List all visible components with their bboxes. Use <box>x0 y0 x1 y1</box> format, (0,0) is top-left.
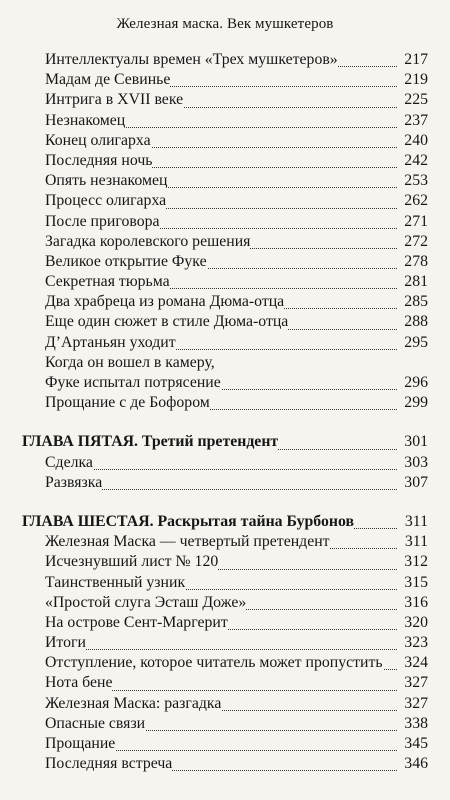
chapter-title: ГЛАВА ШЕСТАЯ. Раскрытая тайна Бурбонов <box>22 512 354 530</box>
toc-entry <box>0 473 450 493</box>
toc-entry-page: 272 <box>403 232 428 252</box>
chapter-page: 301 <box>403 432 428 452</box>
toc-entry <box>0 191 450 211</box>
toc-entry <box>0 292 450 312</box>
toc-entry-page: 303 <box>403 453 428 473</box>
toc-entry-page: 345 <box>403 734 428 754</box>
toc-entry-title: Железная Маска — четвертый претендент <box>45 533 330 551</box>
toc-entry-page: 323 <box>403 633 428 653</box>
toc-entry <box>0 131 450 151</box>
toc-entry-title: Итоги <box>45 634 86 652</box>
toc-entry <box>0 552 450 572</box>
toc-entry-continued <box>0 353 450 373</box>
toc-entry-page: 346 <box>403 754 428 774</box>
toc-entry-page: 271 <box>403 212 428 232</box>
toc-entry-title: Фуке испытал потрясение <box>45 374 221 391</box>
toc-entry-title: Еще один сюжет в стиле Дюма-отца <box>45 313 289 331</box>
toc-entry <box>0 453 450 473</box>
toc-entry-page: 240 <box>403 131 428 151</box>
toc-entry-title: Великое открытие Фуке <box>45 252 207 270</box>
toc-entry-page: 288 <box>403 312 428 332</box>
toc-entry <box>0 373 450 393</box>
toc-entry <box>0 393 450 413</box>
chapter-title: ГЛАВА ПЯТАЯ. Третий претендент <box>22 433 279 451</box>
toc-entry-title: Конец олигарха <box>45 131 151 149</box>
toc-entry <box>0 754 450 774</box>
running-header: Железная маска. Век мушкетеров <box>116 16 334 32</box>
toc-entry <box>0 232 450 252</box>
toc-entry-title: После приговора <box>45 212 160 230</box>
toc-entry <box>0 252 450 272</box>
toc-entry-title: Интеллектуалы времен «Трех мушкетеров» <box>45 51 338 68</box>
toc-entry-title: Мадам де Севинье <box>45 71 171 89</box>
toc-entry-page: 315 <box>403 573 428 593</box>
toc-entry-page: 307 <box>403 473 428 493</box>
toc-entry-title: Процесс олигарха <box>45 192 167 210</box>
toc-entry <box>0 573 450 593</box>
toc-entry-title: Интрига в XVII веке <box>45 91 184 109</box>
chapter-heading <box>0 512 450 532</box>
toc-entry-page: 281 <box>403 272 428 292</box>
toc-entry <box>0 633 450 653</box>
toc-entry-title: Загадка королевского решения <box>45 232 251 250</box>
toc-entry-page: 296 <box>403 373 428 393</box>
toc-entry <box>0 90 450 110</box>
toc-entry <box>0 70 450 90</box>
toc-entry-page: 327 <box>403 694 428 714</box>
toc-entry <box>0 694 450 714</box>
toc-entry-page: 312 <box>403 552 428 572</box>
toc-entry-page: 324 <box>403 653 428 673</box>
toc-entry-page: 262 <box>403 191 428 211</box>
toc-entry-page: 338 <box>403 714 428 734</box>
toc-entry-title: Опасные связи <box>45 714 146 732</box>
toc-entry <box>0 734 450 754</box>
toc-entry-page: 320 <box>403 613 428 633</box>
section-gap <box>0 413 450 432</box>
toc-entry <box>0 212 450 232</box>
toc-entry-title: Прощание <box>45 735 116 752</box>
toc-entry-page: 316 <box>403 593 428 613</box>
dot-leader <box>46 469 397 470</box>
toc-entry-page: 278 <box>403 252 428 272</box>
toc-entry <box>0 673 450 693</box>
toc-entry <box>0 653 450 673</box>
toc-entry-title: Опять незнакомец <box>45 172 168 190</box>
toc-entry-page: 237 <box>403 111 428 131</box>
toc-entry-title: Последняя встреча <box>45 755 173 773</box>
toc-entry-title: На острове Сент-Маргерит <box>45 613 228 631</box>
toc-entry-page: 311 <box>404 532 428 552</box>
chapter-page: 311 <box>404 512 428 532</box>
toc-entry-page: 295 <box>403 333 428 353</box>
toc-entry <box>0 50 450 70</box>
toc-entry-title: Незнакомец <box>45 111 126 129</box>
toc-entry-page: 253 <box>403 171 428 191</box>
toc-entry-title: Сделка <box>45 453 93 471</box>
toc-entry-page: 327 <box>403 673 428 693</box>
toc-entry <box>0 111 450 131</box>
toc-entry-page: 219 <box>403 70 428 90</box>
dot-leader <box>46 649 397 650</box>
toc-entry-title: Прощание с де Бофором <box>45 394 210 412</box>
toc-entry-title: Таинственный узник <box>45 573 186 591</box>
toc-entry <box>0 613 450 633</box>
toc-entry <box>0 593 450 613</box>
toc-entry <box>0 171 450 191</box>
toc-entry <box>0 532 450 552</box>
toc-entry-title: Д’Артаньян уходит <box>45 333 176 351</box>
toc-entry-title: Нота бене <box>45 674 113 692</box>
toc-entry <box>0 151 450 171</box>
toc-entry <box>0 272 450 292</box>
chapter-heading <box>0 432 450 452</box>
toc-entry-title: Развязка <box>45 473 103 491</box>
toc-entry-page: 217 <box>403 50 428 70</box>
toc-entry-page: 285 <box>403 292 428 312</box>
toc-entry-title: Отступление, которое читатель может пропустить <box>45 654 383 672</box>
toc-entry-title: Исчезнувший лист № 120 <box>45 553 219 571</box>
table-of-contents <box>0 50 450 774</box>
toc-entry <box>0 312 450 332</box>
toc-entry-page: 299 <box>403 393 428 413</box>
section-gap <box>0 493 450 512</box>
toc-entry-title: Последняя ночь <box>45 151 153 169</box>
toc-entry-title: «Простой слуга Эсташ Доже» <box>45 593 247 611</box>
toc-entry <box>0 714 450 734</box>
toc-entry-title: Когда он вошел в камеру, <box>45 353 215 371</box>
toc-entry-title: Два храбреца из романа Дюма-отца <box>45 293 285 311</box>
toc-entry-title: Секретная тюрьма <box>45 273 170 291</box>
toc-entry <box>0 333 450 353</box>
toc-entry-page: 242 <box>403 151 428 171</box>
toc-entry-page: 225 <box>403 90 428 110</box>
toc-entry-title: Железная Маска: разгадка <box>45 694 222 712</box>
